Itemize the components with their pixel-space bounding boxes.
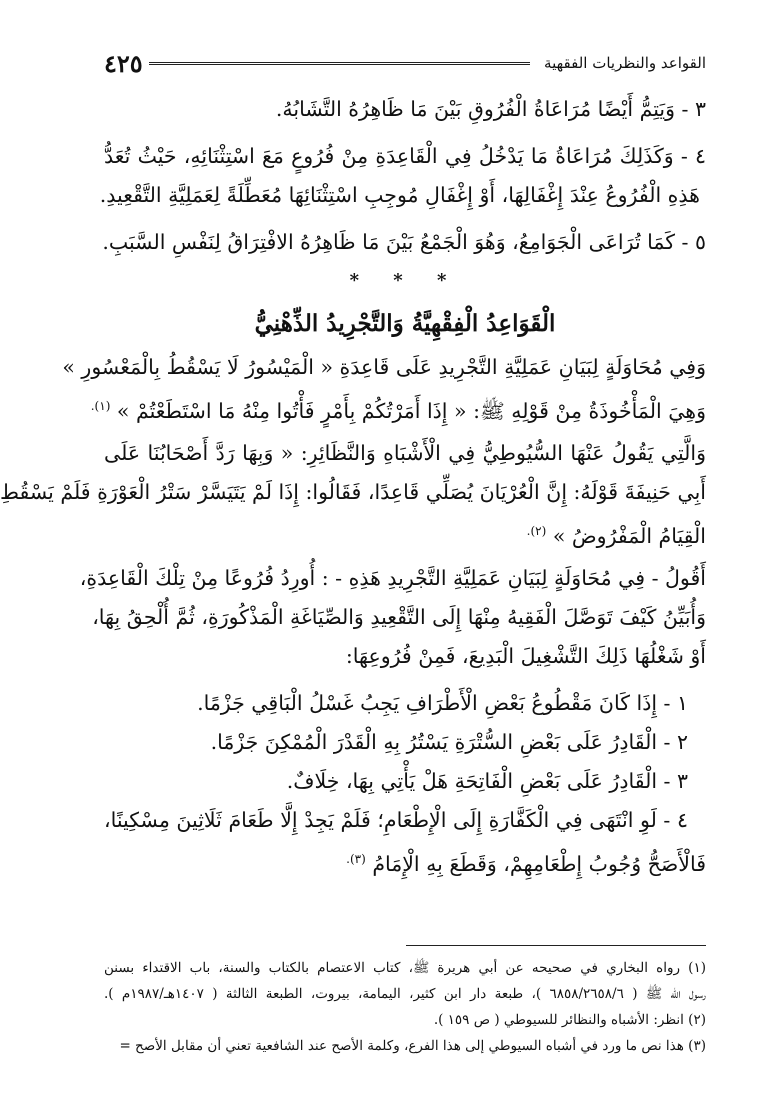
list-item: ٤ - لَوِ انْتَهَى فِي الْكَفَّارَةِ إِلَى الْإِطْعَامِ؛ فَلَمْ يَجِدْ إِلَّا طَعَامَ ثَلَاثِينَ مِسْكِينًا، bbox=[104, 808, 688, 832]
paragraph-line: أَقُولُ - فِي مُحَاوَلَةٍ لِبَيَانِ عَمَلِيَّةِ التَّجْرِيدِ هَذِهِ - : أُورِدُ فُرُوعًا مِنْ تِلْكَ الْقَاعِدَةِ، bbox=[79, 566, 706, 590]
footnote-continuation: رسول الله ﷺ ( ٦٨٥٨/٢٦٥٨/٦ )، طبعة دار ابن كثير، اليمامة، بيروت، الطبعة الثالثة ( ١٤٠٧هـ/١٩٨٧م ). bbox=[104, 986, 707, 1002]
running-title: القواعد والنظريات الفقهية bbox=[544, 54, 706, 72]
paragraph-line: وَفِي مُحَاوَلَةٍ لِبَيَانِ عَمَلِيَّةِ التَّجْرِيدِ عَلَى قَاعِدَةِ « الْمَيْسُورُ لَا يَسْقُطُ بِالْمَعْسُورِ » bbox=[62, 355, 706, 379]
footnote: (٣) هذا نص ما ورد في أشباه السيوطي إلى هذا الفرع، وكلمة الأصح عند الشافعية تعني أن مقابل الأصح = bbox=[119, 1038, 706, 1054]
paragraph-line: وَأُبَيِّنُ كَيْفَ تَوَصَّلَ الْفَقِيهُ مِنْهَا إِلَى التَّقْعِيدِ وَالصِّيَاغَةِ الْمَذْكُورَةِ، ثُمَّ أُلْحِقُ بِهَا، bbox=[92, 605, 706, 629]
list-item-continuation: هَذِهِ الْفُرُوعُ عِنْدَ إِغْفَالِهَا، أَوْ إِغْفَالِ مُوجِبِ اسْتِثْنَائِهَا مُعَطِّلَةً لِعَمَلِيَّةِ التَّقْعِيدِ. bbox=[99, 183, 700, 207]
running-header bbox=[104, 48, 706, 78]
footnote-ref: (٣). bbox=[346, 852, 366, 866]
section-separator: * * * bbox=[349, 270, 461, 291]
footnotes bbox=[104, 955, 706, 1059]
page-number: ٤٢٥ bbox=[104, 48, 143, 78]
paragraph-line bbox=[90, 387, 706, 426]
list-item: ٤ - وَكَذَلِكَ مُرَاعَاةُ مَا يَدْخُلُ فِي الْقَاعِدَةِ مِنْ فُرُوعٍ مَعَ اسْتِثْنَائِهِ، حَيْثُ تُعَدُّ bbox=[104, 144, 706, 168]
list-item-text: فَالْأَصَحُّ وُجُوبُ إِطْعَامِهِمْ، وَقَطَعَ بِهِ الْإِمَامُ bbox=[372, 851, 706, 876]
list-item: ٥ - كَمَا تُرَاعَى الْجَوَامِعُ، وَهُوَ الْجَمْعُ بَيْنَ مَا ظَاهِرُهُ الافْتِرَاقُ لِنَفْسِ السَّبَبِ. bbox=[102, 230, 706, 254]
section-heading: الْقَوَاعِدُ الْفِقْهِيَّةُ وَالتَّجْرِيدُ الذِّهْنِيُّ bbox=[254, 310, 556, 337]
paragraph-line: أَوْ شَغْلُهَا ذَلِكَ التَّشْغِيلَ الْبَدِيعَ، فَمِنْ فُرُوعِهَا: bbox=[345, 644, 706, 668]
quote-text: وَهِيَ الْمَأْخُوذَةُ مِنْ قَوْلِهِ ﷺ: « إِذَا أَمَرْتُكُمْ بِأَمْرٍ فَأْتُوا مِنْهُ مَا اسْتَطَعْتُمْ » bbox=[116, 398, 706, 423]
main-text bbox=[0, 90, 706, 879]
footnote: (٢) انظر: الأشباه والنظائر للسيوطي ( ص ١٥٩ ). bbox=[433, 1012, 706, 1028]
list-item-continuation bbox=[104, 840, 706, 879]
list-item: ٢ - الْقَادِرُ عَلَى بَعْضِ السُّتْرَةِ يَسْتُرُ بِهِ الْقَدْرَ الْمُمْكِنَ جَزْمًا. bbox=[210, 730, 688, 754]
quote-text: الْقِيَامُ الْمَفْرُوضُ » bbox=[552, 523, 706, 548]
paragraph-line bbox=[104, 512, 706, 551]
header-rule bbox=[149, 62, 530, 65]
paragraph-line: وَالَّتِي يَقُولُ عَنْهَا السُّيُوطِيُّ فِي الْأَشْبَاهِ وَالنَّظَائِرِ: « وَبِهَا رَدَّ أَصْحَابُنَا عَلَى bbox=[104, 441, 706, 465]
paragraph-line: أَبِي حَنِيفَةَ قَوْلَهُ: إِنَّ الْعُرْيَانَ يُصَلِّي قَاعِدًا، فَقَالُوا: إِذَا لَمْ يَتَيَسَّرْ سَتْرُ الْعَوْرَةِ فَلَمْ يَسْقُطِ bbox=[0, 480, 706, 504]
list-item: ٣ - وَيَتِمُّ أَيْضًا مُرَاعَاةُ الْفُرُوقِ بَيْنَ مَا ظَاهِرُهُ التَّشَابُهُ. bbox=[275, 97, 706, 121]
footnote-ref: (١). bbox=[90, 399, 111, 413]
list-item: ١ - إِذَا كَانَ مَقْطُوعُ بَعْضِ الْأَطْرَافِ يَجِبُ غَسْلُ الْبَاقِي جَزْمًا. bbox=[197, 691, 688, 715]
footnote-divider bbox=[406, 945, 706, 946]
list-item: ٣ - الْقَادِرُ عَلَى بَعْضِ الْفَاتِحَةِ هَلْ يَأْتِي بِهَا، خِلَافٌ. bbox=[286, 769, 688, 793]
footnote-ref: (٢). bbox=[526, 524, 547, 538]
footnote: (١) رواه البخاري في صحيحه عن أبي هريرة ﷺ، كتاب الاعتصام بالكتاب والسنة، باب الاقتداء بسنن bbox=[104, 960, 706, 976]
